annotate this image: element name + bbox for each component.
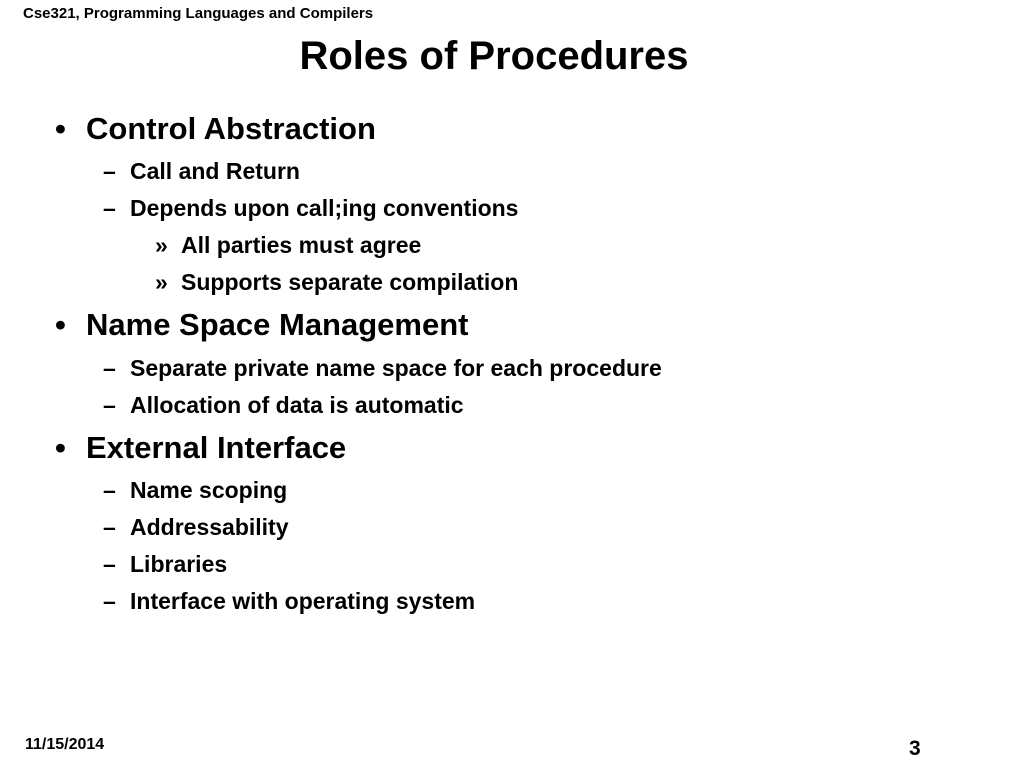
sub-bullet-text: Name scoping: [130, 477, 288, 503]
sub-sub-bullet-parties-agree: [155, 232, 422, 259]
sub-bullet-private-name-space: [103, 355, 662, 382]
bullet-name-space-management: [55, 307, 469, 343]
slide-date: 11/15/2014: [25, 736, 105, 753]
sub-bullet-calling-conventions: [103, 195, 519, 222]
sub-bullet-text: Depends upon call;ing conventions: [130, 195, 519, 221]
bullet-marker: •: [55, 430, 66, 465]
bullet-marker: •: [55, 111, 66, 146]
sub-bullet-addressability: [103, 514, 289, 541]
dash-marker: –: [103, 158, 116, 184]
bullet-text: Name Space Management: [86, 307, 469, 342]
dash-marker: –: [103, 392, 116, 418]
page-number: 3: [909, 737, 921, 760]
bullet-marker: •: [55, 307, 66, 342]
dash-marker: –: [103, 477, 116, 503]
sub-bullet-name-scoping: [103, 477, 288, 504]
sub-bullet-os-interface: [103, 588, 476, 615]
slide-title: Roles of Procedures: [299, 34, 689, 78]
sub-bullet-allocation: [103, 392, 464, 419]
bullet-external-interface: [55, 430, 347, 466]
chevron-marker: »: [155, 232, 168, 258]
sub-bullet-text: Interface with operating system: [130, 588, 476, 614]
sub-sub-bullet-separate-compilation: [155, 269, 519, 296]
sub-bullet-call-and-return: [103, 158, 300, 185]
bullet-control-abstraction: [55, 111, 376, 147]
bullet-text: External Interface: [86, 430, 347, 465]
bullet-text: Control Abstraction: [86, 111, 376, 146]
sub-sub-bullet-text: All parties must agree: [181, 232, 422, 258]
sub-bullet-text: Addressability: [130, 514, 289, 540]
dash-marker: –: [103, 588, 116, 614]
chevron-marker: »: [155, 269, 168, 295]
sub-bullet-libraries: [103, 551, 228, 578]
sub-bullet-text: Call and Return: [130, 158, 300, 184]
dash-marker: –: [103, 195, 116, 221]
course-header: Cse321, Programming Languages and Compilers: [23, 5, 374, 22]
sub-bullet-text: Separate private name space for each procedure: [130, 355, 662, 381]
dash-marker: –: [103, 551, 116, 577]
sub-bullet-text: Libraries: [130, 551, 228, 577]
dash-marker: –: [103, 514, 116, 540]
dash-marker: –: [103, 355, 116, 381]
sub-bullet-text: Allocation of data is automatic: [130, 392, 464, 418]
sub-sub-bullet-text: Supports separate compilation: [181, 269, 519, 295]
